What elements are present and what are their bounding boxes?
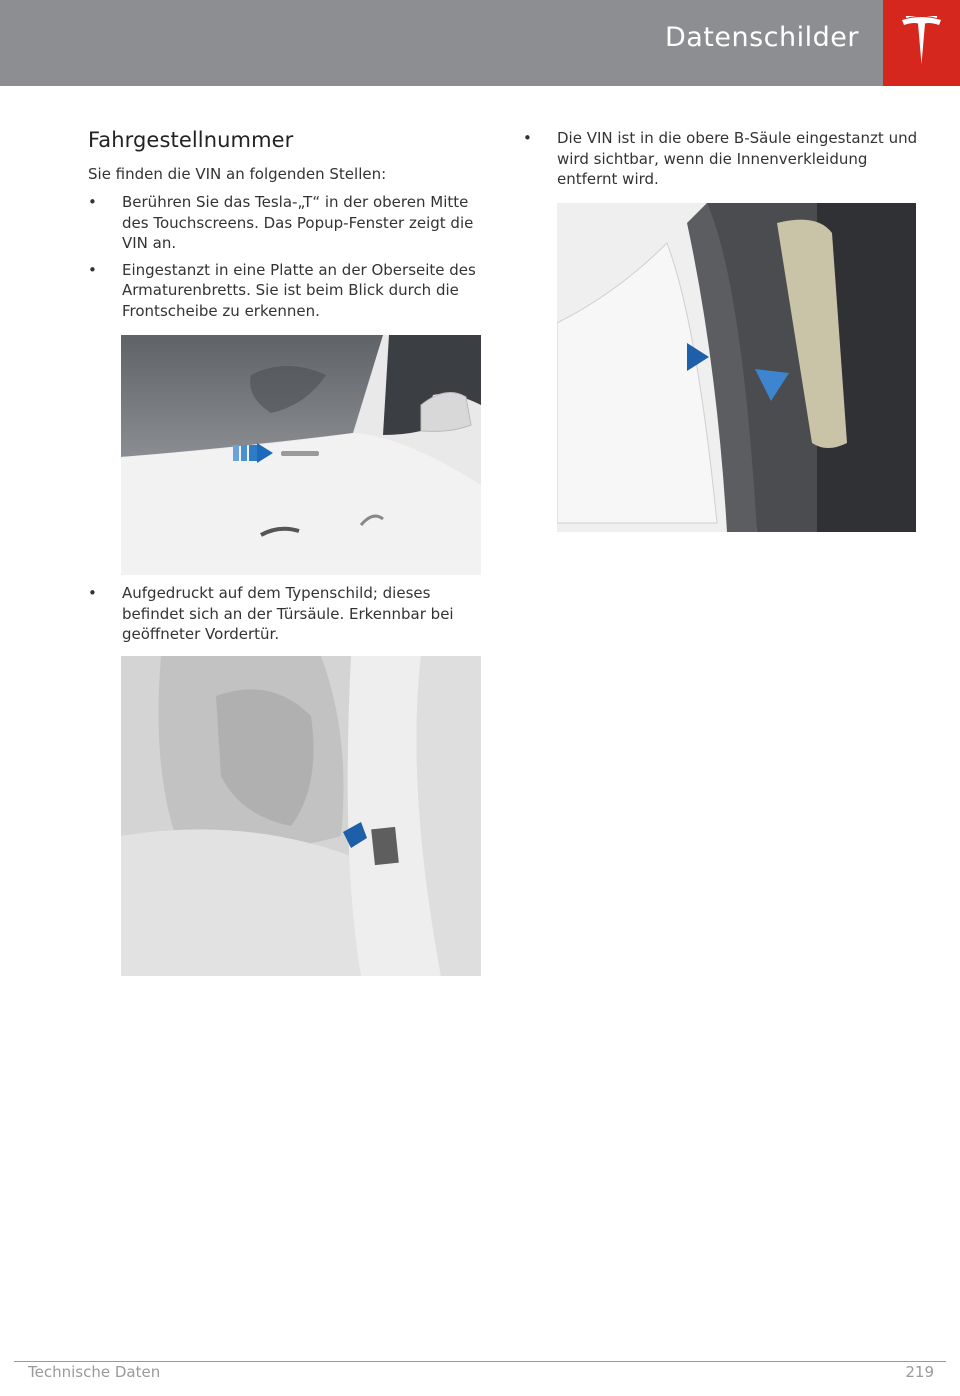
left-column-lower xyxy=(88,583,483,651)
bullet-marker: • xyxy=(523,129,532,147)
left-column xyxy=(88,128,483,327)
bullet-text: Berühren Sie das Tesla-„T“ in der oberen Mitte des Touchscreens. Das Popup-Fenster zeigt die VIN an. xyxy=(122,193,474,252)
intro-text: Sie finden die VIN an folgenden Stellen: xyxy=(88,165,387,183)
bullet-list xyxy=(88,192,483,321)
section-title: Fahrgestellnummer xyxy=(88,128,294,152)
footer-divider xyxy=(14,1361,946,1362)
list-item xyxy=(523,128,918,190)
footer-section-name: Technische Daten xyxy=(28,1363,161,1381)
b-pillar-vin-illustration xyxy=(557,203,916,532)
page-title: Datenschilder xyxy=(664,22,859,53)
brand-logo-box xyxy=(883,0,960,86)
tesla-logo-icon xyxy=(900,16,943,66)
right-column xyxy=(523,128,918,196)
list-item xyxy=(88,260,483,322)
bullet-text: Eingestanzt in eine Platte an der Oberseite des Armaturenbretts. Sie ist beim Blick durch die Frontscheibe zu erkennen. xyxy=(122,260,476,320)
bullet-marker: • xyxy=(88,193,97,211)
bullet-text: Aufgedruckt auf dem Typenschild; dieses befindet sich an der Türsäule. Erkennbar bei geöffneter Vordertür. xyxy=(122,584,454,643)
page-number: 219 xyxy=(905,1363,934,1381)
list-item xyxy=(88,583,483,645)
bullet-text: Die VIN ist in die obere B-Säule eingestanzt und wird sichtbar, wenn die Innenverkleidung entfernt wird. xyxy=(557,129,918,188)
page-header xyxy=(0,0,883,86)
door-pillar-label-illustration xyxy=(121,656,481,976)
bullet-list xyxy=(88,583,483,645)
bullet-marker: • xyxy=(88,260,97,279)
bullet-marker: • xyxy=(88,584,97,602)
dashboard-vin-illustration xyxy=(121,335,481,575)
list-item xyxy=(88,192,483,254)
bullet-list xyxy=(523,128,918,190)
